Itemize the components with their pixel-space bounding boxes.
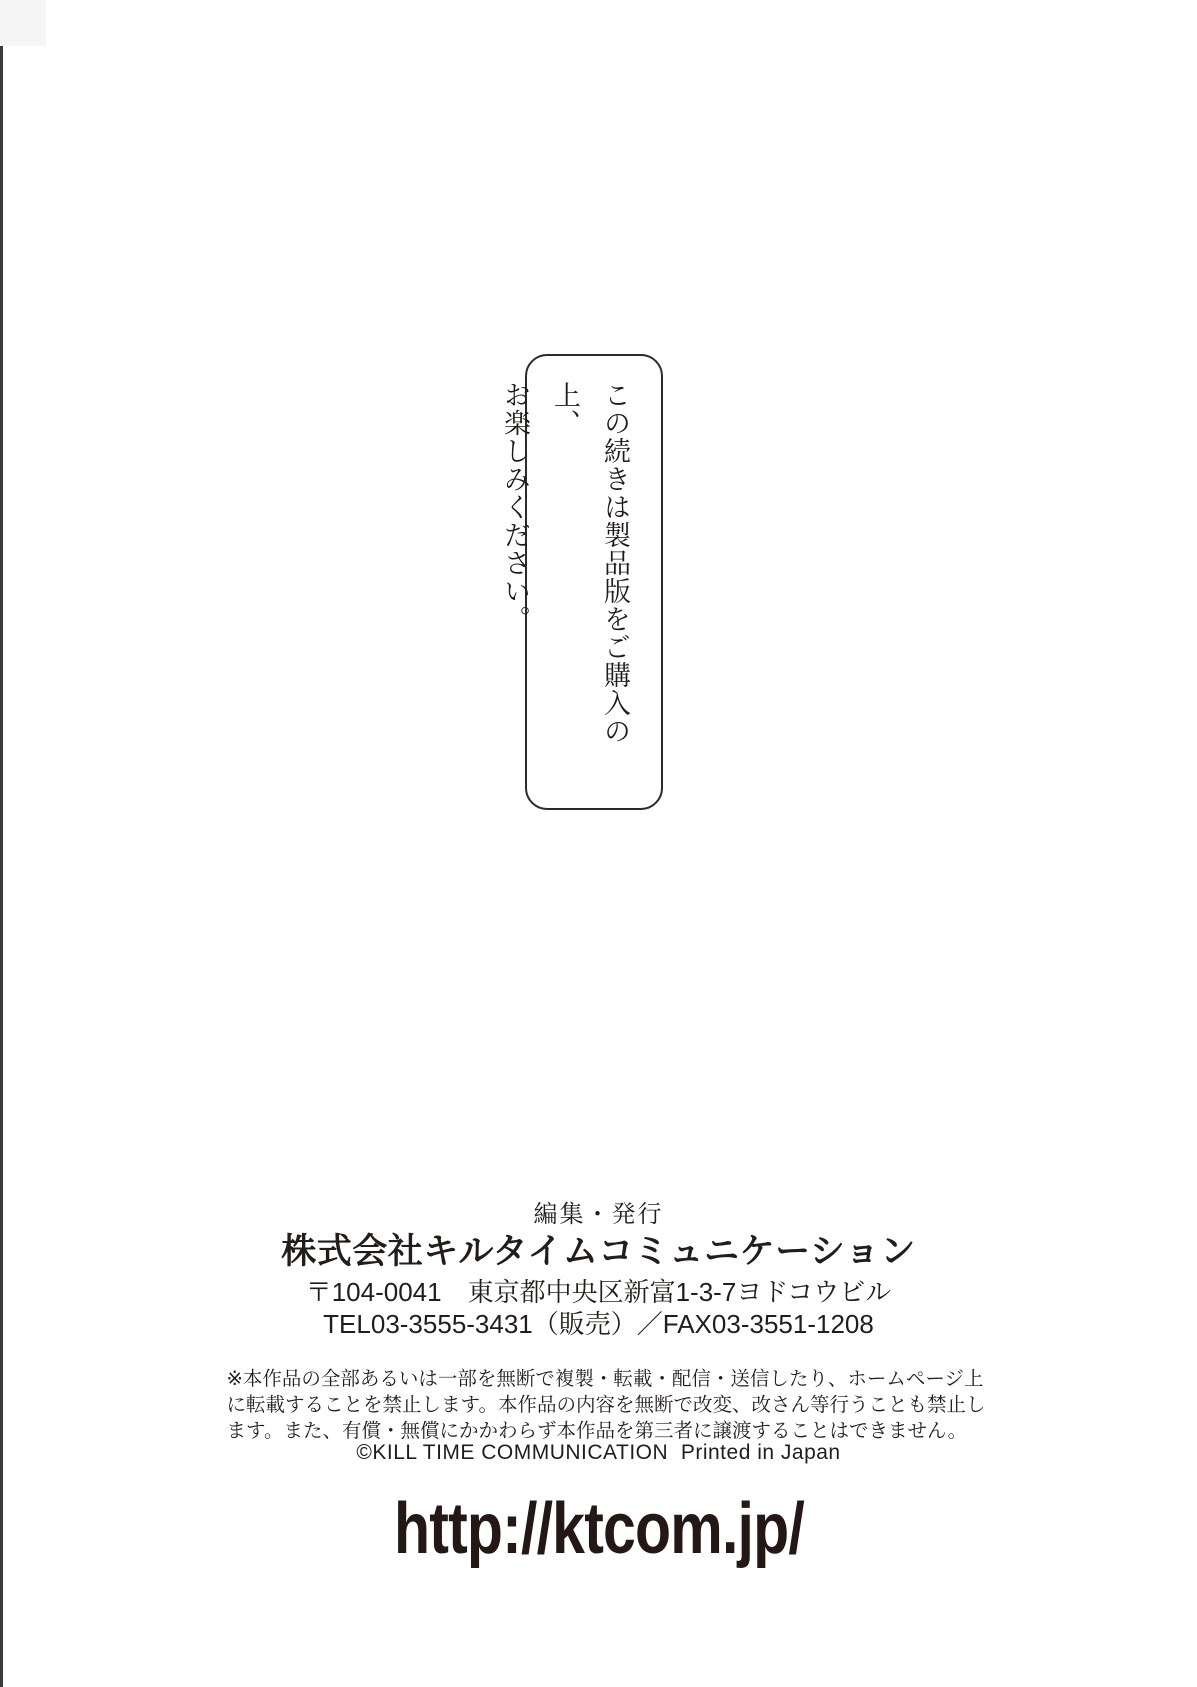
copyright-warning-line: ます。また、有償・無償にかかわらず本作品を第三者に譲渡することはできません。 xyxy=(226,1419,968,1442)
publisher-url-line xyxy=(0,1486,1197,1592)
copyright-line: ©KILL TIME COMMUNICATION Printed in Japan xyxy=(356,1441,841,1464)
page-corner-artifact xyxy=(0,0,46,46)
publisher-tel-fax: TEL03-3555-3431（販売）／FAX03-3551-1208 xyxy=(323,1309,874,1339)
publisher-url: http://ktcom.jp/ xyxy=(393,1489,804,1569)
publisher-address: 〒104-0041 東京都中央区新富1-3-7ヨドコウビル xyxy=(305,1277,892,1307)
continuation-notice-box xyxy=(500,354,663,810)
copyright-warning-block xyxy=(226,1367,986,1444)
publisher-role-label: 編集・発行 xyxy=(533,1201,664,1228)
publisher-name: 株式会社キルタイムコミュニケーション xyxy=(281,1232,916,1271)
notice-text-line: お楽しみください。 xyxy=(500,381,530,633)
copyright-warning-line: ※本作品の全部あるいは一部を無断で複製・転載・配信・送信したり、ホームページ上 xyxy=(226,1368,984,1390)
copyright-warning-line: に転載することを禁止します。本作品の内容を無断で改変、改さん等行うことも禁止し xyxy=(226,1393,986,1416)
notice-text-line: この続きは製品版をご購入の上、 xyxy=(550,381,630,745)
page-left-edge-line xyxy=(0,0,3,1687)
